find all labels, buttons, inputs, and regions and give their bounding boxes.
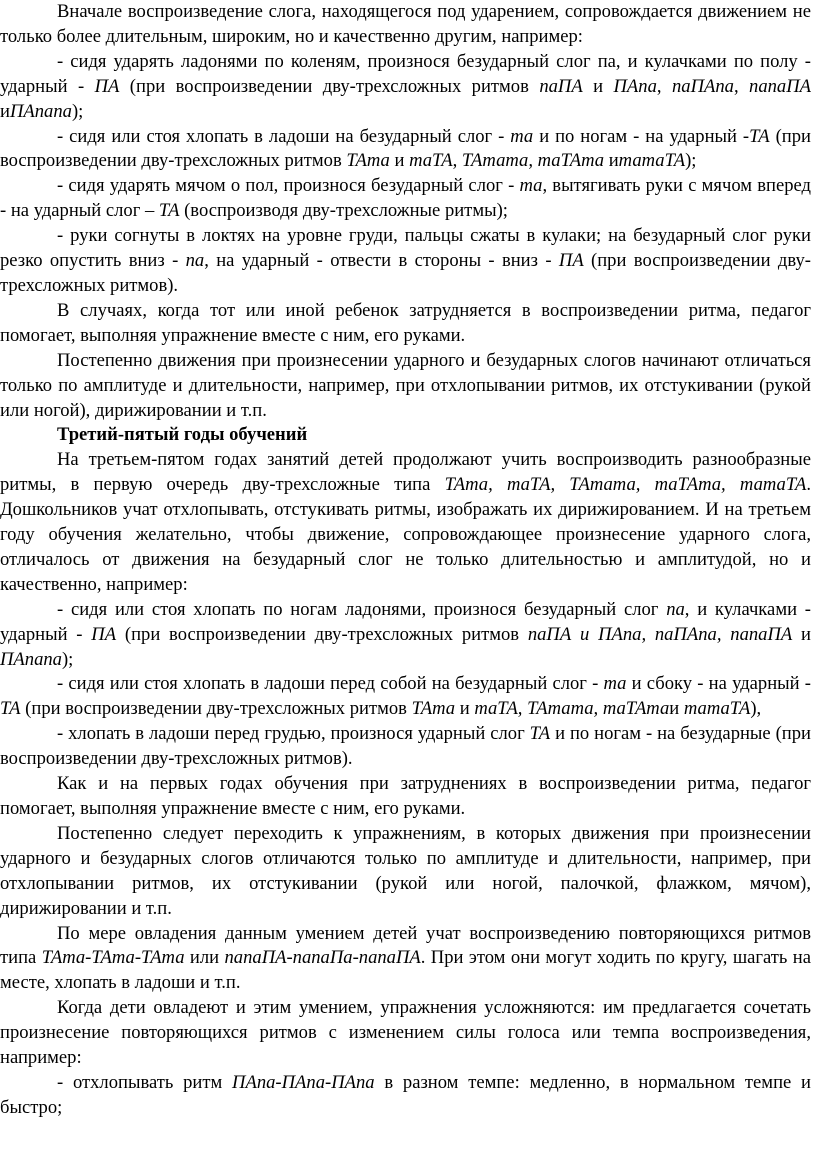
paragraph: - сидя ударять ладонями по коленям, произнося безударный слог па, и кулачками по полу - ударный - ПА (при воспроизведении дву-трехсложных ритмов паПА и ПАпа, паПАпа, папаПА иПАпапа); — [0, 50, 812, 122]
paragraph: На третьем-пятом годах занятий детей продолжают учить воспроизводить разнообразные ритмы, в первую очередь дву-трехсложные типа ТАта, таТА, ТАтата, таТАта, татаТА. Дошкольников учат отхлопывать, отстукивать ритмы, изображать их дирижированием. И на третьем году обучения желательно, чтобы движение, сопровождающее произнесение ударного слога, отличалось от движения на безударный слог не только длительностью и амплитудой, но и качественно, например: — [0, 449, 812, 595]
paragraph: По мере овладения данным умением детей учат воспроизведению повторяющихся ритмов типа ТАта-ТАта-ТАта или папаПА-папаПа-папаПА. При этом они могут ходить по кругу, шагать на месте, хлопать в ладоши и т.п. — [0, 922, 811, 994]
paragraph: - сидя или стоя хлопать по ногам ладонями, произнося безударный слог па, и кулачками - ударный - ПА (при воспроизведении дву-трехсложных ритмов паПА и ПАпа, паПАпа, папаПА и ПАпапа); — [0, 598, 811, 670]
paragraph: - сидя ударять мячом о пол, произнося безударный слог - та, вытягивать руки с мячом вперед - на ударный слог – ТА (воспроизводя дву-трехсложные ритмы); — [0, 175, 811, 222]
paragraph: В случаях, когда тот или иной ребенок затрудняется в воспроизведении ритма, педагог помогает, выполняя упражнение вместе с ним, его руками. — [0, 299, 811, 346]
paragraph: - отхлопывать ритм ПАпа-ПАпа-ПАпа в разном темпе: медленно, в нормальном темпе и быстро; — [0, 1071, 811, 1118]
paragraph: - сидя или стоя хлопать в ладоши на безударный слог - та и по ногам - на ударный -ТА (при воспроизведении дву-трехсложных ритмов ТАта и таТА, ТАтата, таТАта итатаТА); — [0, 125, 811, 172]
paragraph: Постепенно движения при произнесении ударного и безударных слогов начинают отличаться только по амплитуде и длительности, например, при отхлопывании ритмов, их отстукивании (рукой или ногой), дирижировании и т.п. — [0, 349, 811, 421]
paragraph: - руки согнуты в локтях на уровне груди, пальцы сжаты в кулаки; на безударный слог руки резко опустить вниз - па, на ударный - отвести в стороны - вниз - ПА (при воспроизведении дву-трехсложных ритмов). — [0, 225, 811, 296]
paragraph: Как и на первых годах обучения при затруднениях в воспроизведении ритма, педагог помогает, выполняя упражнение вместе с ним, его руками. — [0, 773, 811, 819]
section-heading: Третий-пятый годы обучений — [57, 424, 308, 446]
paragraph: Вначале воспроизведение слога, находящегося под ударением, сопровождается движением не только более длительным, широким, но и качественно другим, например: — [0, 1, 811, 47]
paragraph: Постепенно следует переходить к упражнениям, в которых движения при произнесении ударного и безударных слогов отличаются только по амплитуде и длительности, например, при отхлопывании ритмов, их отстукивании (рукой или ногой, палочкой, флажком, мячом), дирижировании и т.п. — [0, 822, 811, 919]
paragraph: - сидя или стоя хлопать в ладоши перед собой на безударный слог - та и сбоку - на ударный - ТА (при воспроизведении дву-трехсложных ритмов ТАта и таТА, ТАтата, таТАтаи татаТА), — [0, 673, 811, 720]
paragraph: Когда дети овладеют и этим умением, упражнения усложняются: им предлагается сочетать произнесение повторяющихся ритмов с изменением силы голоса или темпа воспроизведения, например: — [0, 997, 811, 1069]
paragraph: - хлопать в ладоши перед грудью, произнося ударный слог ТА и по ногам - на безударные (при воспроизведении дву-трехсложных ритмов). — [0, 723, 811, 770]
